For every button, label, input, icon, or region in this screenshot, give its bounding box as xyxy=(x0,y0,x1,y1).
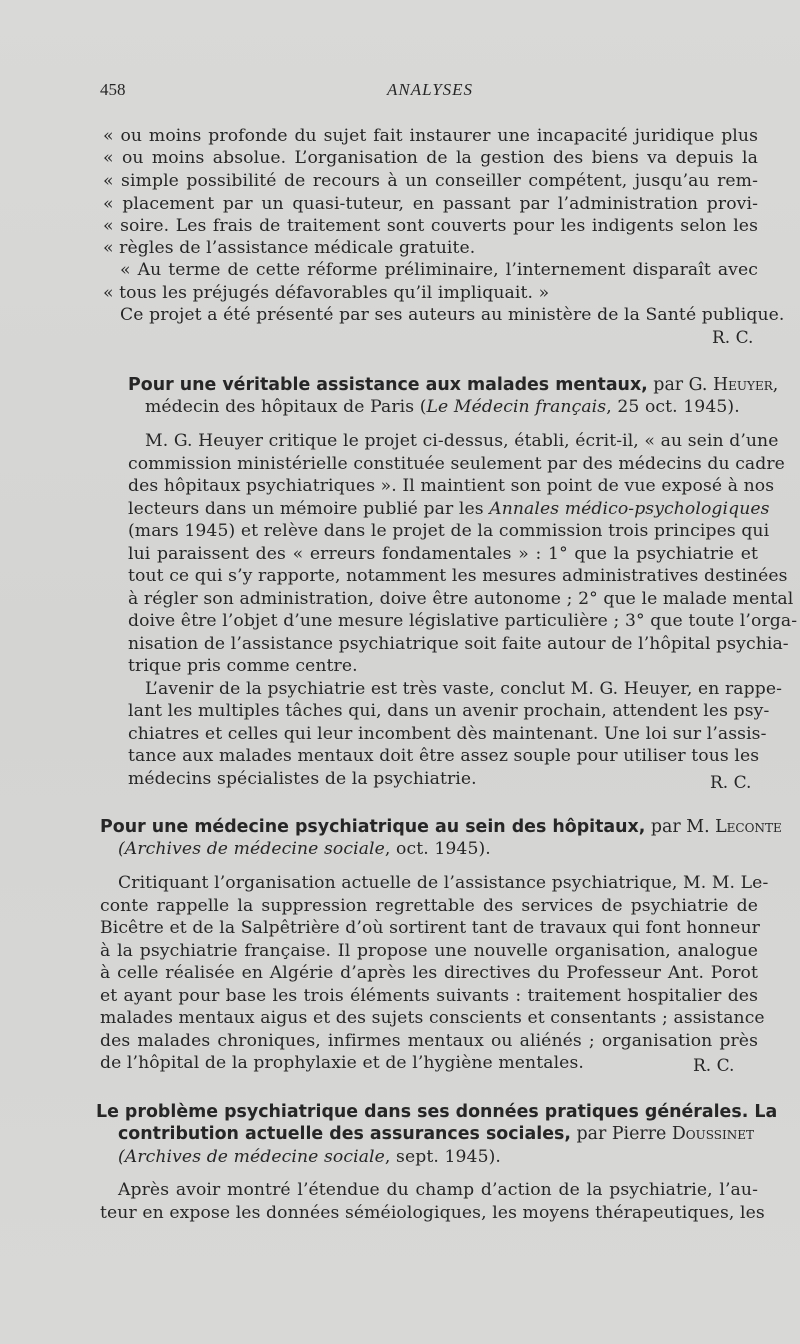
text-line: médecins spécialistes de la psychiatrie. xyxy=(128,769,477,789)
text-line xyxy=(128,499,770,519)
journal-name: (Archives de médecine sociale xyxy=(118,1147,385,1167)
article-title xyxy=(128,375,778,395)
journal-name: Le Médecin français xyxy=(426,397,607,417)
text-line: Bicêtre et de la Salpêtrière d’où sortirent tant de travaux qui font honneur xyxy=(100,918,760,938)
text-line: doive être l’objet d’une mesure législative particulière ; 3° que toute l’orga- xyxy=(128,611,798,631)
text-line: trique pris comme centre. xyxy=(128,656,358,676)
text-line: « soire. Les frais de traitement sont couverts pour les indigents selon les xyxy=(103,216,758,236)
text-line: et ayant pour base les trois éléments suivants : traitement hospitalier des xyxy=(100,986,758,1006)
text-line: « simple possibilité de recours à un conseiller compétent, jusqu’au rem- xyxy=(103,171,758,191)
text-line: des hôpitaux psychiatriques ». Il maintient son point de vue exposé à nos xyxy=(128,476,775,496)
text-line: (mars 1945) et relève dans le projet de la commission trois principes qui xyxy=(128,521,770,541)
article-source xyxy=(118,1147,501,1167)
journal-name: (Archives de médecine sociale xyxy=(118,839,385,859)
title-by: par G. xyxy=(647,375,713,395)
title-author: Doussinet xyxy=(671,1124,754,1144)
signature: R. C. xyxy=(710,773,752,793)
text-line: M. G. Heuyer critique le projet ci-dessus, établi, écrit-il, « au sein d’une xyxy=(145,431,779,451)
text-line: « ou moins profonde du sujet fait instaurer une incapacité juridique plus xyxy=(103,126,758,146)
text-line: chiatres et celles qui leur incombent dès maintenant. Une loi sur l’assis- xyxy=(128,724,767,744)
title-by: par M. xyxy=(645,817,716,837)
title-author: Heuyer, xyxy=(712,375,779,395)
source-date: , 25 oct. 1945). xyxy=(606,397,740,417)
title-by: par Pierre xyxy=(570,1124,672,1144)
article-source xyxy=(145,397,740,417)
text-line: nisation de l’assistance psychiatrique soit faite autour de l’hôpital psychia- xyxy=(128,634,789,654)
text-line: tout ce qui s’y rapporte, notamment les mesures administratives destinées xyxy=(128,566,788,586)
text-line: teur en expose les données séméiologiques, les moyens thérapeutiques, les xyxy=(100,1203,765,1223)
article-title xyxy=(100,817,782,837)
text-line: à celle réalisée en Algérie d’après les directives du Professeur Ant. Porot xyxy=(100,963,758,983)
text-line: de l’hôpital de la prophylaxie et de l’hygiène mentales. xyxy=(100,1053,584,1073)
title-text: contribution actuelle des assurances sociales, xyxy=(118,1124,571,1144)
text-line: des malades chroniques, infirmes mentaux ou aliénés ; organisation près xyxy=(100,1031,758,1051)
title-author: Leconte xyxy=(715,817,782,837)
text-line: « Au terme de cette réforme préliminaire, l’internement disparaît avec xyxy=(120,260,758,280)
source-text: médecin des hôpitaux de Paris ( xyxy=(145,397,427,417)
text-line: L’avenir de la psychiatrie est très vaste, conclut M. G. Heuyer, en rappe- xyxy=(145,679,783,699)
text-line: à régler son administration, doive être autonome ; 2° que le malade mental xyxy=(128,589,794,609)
title-text: Pour une médecine psychiatrique au sein des hôpitaux, xyxy=(100,817,646,837)
text-line: à la psychiatrie française. Il propose une nouvelle organisation, analogue xyxy=(100,941,758,961)
text-line: lui paraissent des « erreurs fondamentales » : 1° que la psychiatrie et xyxy=(128,544,758,564)
source-date: , sept. 1945). xyxy=(384,1147,501,1167)
text-line: « règles de l’assistance médicale gratuite. xyxy=(103,238,476,258)
page-header xyxy=(100,80,760,106)
text-fragment: lecteurs dans un mémoire publié par les xyxy=(128,499,490,519)
text-line: lant les multiples tâches qui, dans un avenir prochain, attendent les psy- xyxy=(128,701,770,721)
article-title-continued xyxy=(118,1124,754,1144)
text-line: « ou moins absolue. L’organisation de la gestion des biens va depuis la xyxy=(103,148,758,168)
text-line: conte rappelle la suppression regrettable des services de psychiatrie de xyxy=(100,896,758,916)
title-text: Pour une véritable assistance aux malades mentaux, xyxy=(128,375,648,395)
text-line: Ce projet a été présenté par ses auteurs au ministère de la Santé publique. xyxy=(120,305,785,325)
text-line: Après avoir montré l’étendue du champ d’action de la psychiatrie, l’au- xyxy=(118,1180,758,1200)
article-source xyxy=(118,839,491,859)
text-line: « placement par un quasi-tuteur, en passant par l’administration provi- xyxy=(103,194,758,214)
signature: R. C. xyxy=(712,328,754,348)
journal-name: Annales médico-psychologiques xyxy=(489,499,770,519)
signature: R. C. xyxy=(693,1056,735,1076)
text-line: Critiquant l’organisation actuelle de l’assistance psychiatrique, M. M. Le- xyxy=(118,873,769,893)
page-number: 458 xyxy=(100,80,126,99)
running-head: ANALYSES xyxy=(386,80,474,99)
title-text: Le problème psychiatrique dans ses données pratiques générales. La xyxy=(96,1102,778,1122)
source-date: , oct. 1945). xyxy=(384,839,491,859)
text-line: malades mentaux aigus et des sujets conscients et consentants ; assistance xyxy=(100,1008,765,1028)
article-title xyxy=(96,1102,777,1122)
text-line: commission ministérielle constituée seulement par des médecins du cadre xyxy=(128,454,785,474)
text-line: tance aux malades mentaux doit être assez souple pour utiliser tous les xyxy=(128,746,760,766)
text-line: « tous les préjugés défavorables qu’il impliquait. » xyxy=(103,283,550,303)
